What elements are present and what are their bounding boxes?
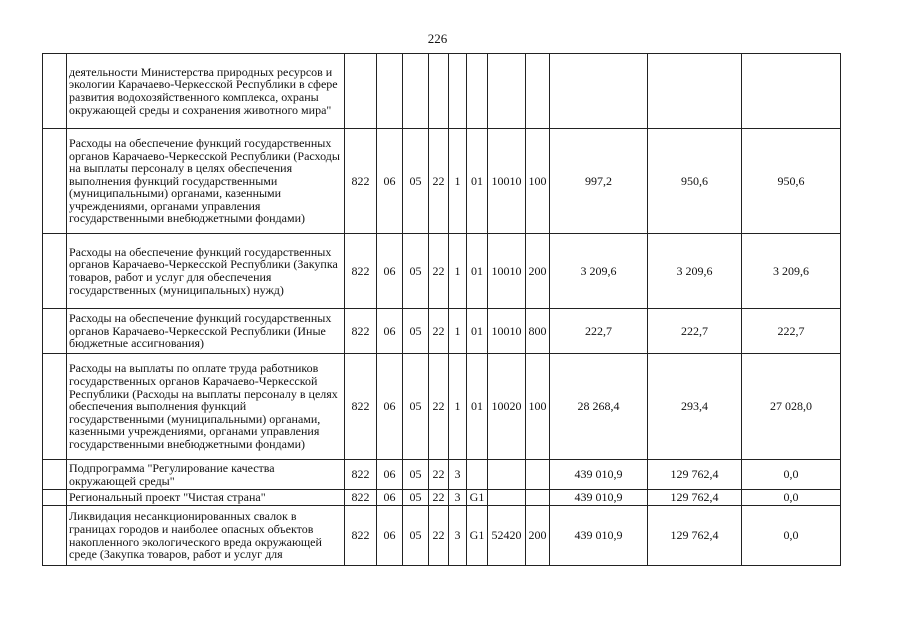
section-code: 06 — [377, 129, 403, 234]
section-code — [377, 54, 403, 129]
sum-year-2: 129 762,4 — [648, 460, 742, 490]
expense-type-code: 800 — [526, 309, 550, 354]
row-description: Расходы на обеспечение функций государственных органов Карачаево-Черкесской Республики (Закупка товаров, работ и услуг для обеспечения государственных (муниципальных) нужд) — [67, 234, 345, 309]
row-description: Расходы на обеспечение функций государственных органов Карачаево-Черкесской Республики (Иные бюджетные ассигнования) — [67, 309, 345, 354]
section-code: 06 — [377, 506, 403, 566]
sum-year-1: 439 010,9 — [550, 460, 648, 490]
sum-year-1: 222,7 — [550, 309, 648, 354]
ministry-code: 822 — [345, 506, 377, 566]
sum-year-3: 950,6 — [742, 129, 841, 234]
program-code: 22 — [429, 309, 449, 354]
sum-year-1: 997,2 — [550, 129, 648, 234]
sum-year-1: 28 268,4 — [550, 354, 648, 460]
program-code — [429, 54, 449, 129]
direction-code: 10010 — [488, 129, 526, 234]
subprogram-code: 1 — [449, 354, 467, 460]
ministry-code: 822 — [345, 129, 377, 234]
event-code: 01 — [467, 234, 488, 309]
subprogram-code — [449, 54, 467, 129]
direction-code: 10020 — [488, 354, 526, 460]
sum-year-1: 439 010,9 — [550, 506, 648, 566]
ministry-code: 822 — [345, 354, 377, 460]
subsection-code: 05 — [403, 129, 429, 234]
ministry-code: 822 — [345, 490, 377, 506]
direction-code: 52420 — [488, 506, 526, 566]
subsection-code — [403, 54, 429, 129]
sum-year-3: 0,0 — [742, 460, 841, 490]
subprogram-code: 3 — [449, 490, 467, 506]
sum-year-3: 222,7 — [742, 309, 841, 354]
table-row — [43, 490, 841, 506]
row-description: деятельности Министерства природных ресурсов и экологии Карачаево-Черкесской Республики в сфере развития водохозяйственного комплекса, охраны окружающей среды и сохранения животного мира" — [67, 54, 345, 129]
sum-year-1 — [550, 54, 648, 129]
expense-type-code — [526, 490, 550, 506]
sum-year-3: 3 209,6 — [742, 234, 841, 309]
subsection-code: 05 — [403, 460, 429, 490]
table-row — [43, 354, 841, 460]
row-description: Подпрограмма "Регулирование качества окружающей среды" — [67, 460, 345, 490]
subprogram-code: 1 — [449, 129, 467, 234]
expense-type-code: 200 — [526, 234, 550, 309]
sum-year-2: 3 209,6 — [648, 234, 742, 309]
table-row — [43, 506, 841, 566]
expense-type-code — [526, 460, 550, 490]
sum-year-2: 222,7 — [648, 309, 742, 354]
program-code: 22 — [429, 460, 449, 490]
program-code: 22 — [429, 129, 449, 234]
section-code: 06 — [377, 234, 403, 309]
event-code — [467, 460, 488, 490]
expense-type-code: 100 — [526, 129, 550, 234]
margin-cell — [43, 234, 67, 309]
subprogram-code: 1 — [449, 309, 467, 354]
margin-cell — [43, 129, 67, 234]
event-code: 01 — [467, 309, 488, 354]
table-row — [43, 309, 841, 354]
subprogram-code: 3 — [449, 506, 467, 566]
sum-year-3 — [742, 54, 841, 129]
sum-year-3: 0,0 — [742, 490, 841, 506]
subsection-code: 05 — [403, 506, 429, 566]
sum-year-2: 129 762,4 — [648, 506, 742, 566]
subprogram-code: 3 — [449, 460, 467, 490]
margin-cell — [43, 490, 67, 506]
row-description: Расходы на обеспечение функций государственных органов Карачаево-Черкесской Республики (Расходы на выплаты персоналу в целях обеспечения выполнения функций государственными (муниципальными) органами, казенными учреждениями, органами управления государственными внебюджетными фондами) — [67, 129, 345, 234]
direction-code: 10010 — [488, 234, 526, 309]
budget-table — [42, 53, 841, 566]
subsection-code: 05 — [403, 490, 429, 506]
program-code: 22 — [429, 490, 449, 506]
sum-year-2: 293,4 — [648, 354, 742, 460]
section-code: 06 — [377, 309, 403, 354]
sum-year-2: 950,6 — [648, 129, 742, 234]
event-code — [467, 54, 488, 129]
table-row — [43, 54, 841, 129]
expense-type-code: 200 — [526, 506, 550, 566]
direction-code — [488, 460, 526, 490]
margin-cell — [43, 460, 67, 490]
row-description: Региональный проект "Чистая страна" — [67, 490, 345, 506]
ministry-code: 822 — [345, 309, 377, 354]
ministry-code: 822 — [345, 460, 377, 490]
event-code: 01 — [467, 354, 488, 460]
sum-year-3: 0,0 — [742, 506, 841, 566]
direction-code — [488, 54, 526, 129]
program-code: 22 — [429, 354, 449, 460]
subsection-code: 05 — [403, 354, 429, 460]
sum-year-2: 129 762,4 — [648, 490, 742, 506]
expense-type-code — [526, 54, 550, 129]
row-description: Ликвидация несанкционированных свалок в границах городов и наиболее опасных объектов накопленного экологического вреда окружающей среде (Закупка товаров, работ и услуг для — [67, 506, 345, 566]
sum-year-1: 3 209,6 — [550, 234, 648, 309]
section-code: 06 — [377, 354, 403, 460]
subsection-code: 05 — [403, 309, 429, 354]
section-code: 06 — [377, 460, 403, 490]
program-code: 22 — [429, 234, 449, 309]
subprogram-code: 1 — [449, 234, 467, 309]
event-code: G1 — [467, 490, 488, 506]
event-code: 01 — [467, 129, 488, 234]
table-row — [43, 129, 841, 234]
sum-year-1: 439 010,9 — [550, 490, 648, 506]
direction-code — [488, 490, 526, 506]
ministry-code — [345, 54, 377, 129]
row-description: Расходы на выплаты по оплате труда работников государственных органов Карачаево-Черкесской Республики (Расходы на выплаты персоналу в целях обеспечения выполнения функций государственными (муниципальными) органами, казенными учреждениями, органами управления государственными внебюджетными фондами) — [67, 354, 345, 460]
table-row — [43, 234, 841, 309]
direction-code: 10010 — [488, 309, 526, 354]
margin-cell — [43, 54, 67, 129]
margin-cell — [43, 506, 67, 566]
margin-cell — [43, 309, 67, 354]
ministry-code: 822 — [345, 234, 377, 309]
page-number: 226 — [427, 31, 448, 46]
program-code: 22 — [429, 506, 449, 566]
margin-cell — [43, 354, 67, 460]
sum-year-2 — [648, 54, 742, 129]
sum-year-3: 27 028,0 — [742, 354, 841, 460]
section-code: 06 — [377, 490, 403, 506]
event-code: G1 — [467, 506, 488, 566]
table-row — [43, 460, 841, 490]
expense-type-code: 100 — [526, 354, 550, 460]
subsection-code: 05 — [403, 234, 429, 309]
